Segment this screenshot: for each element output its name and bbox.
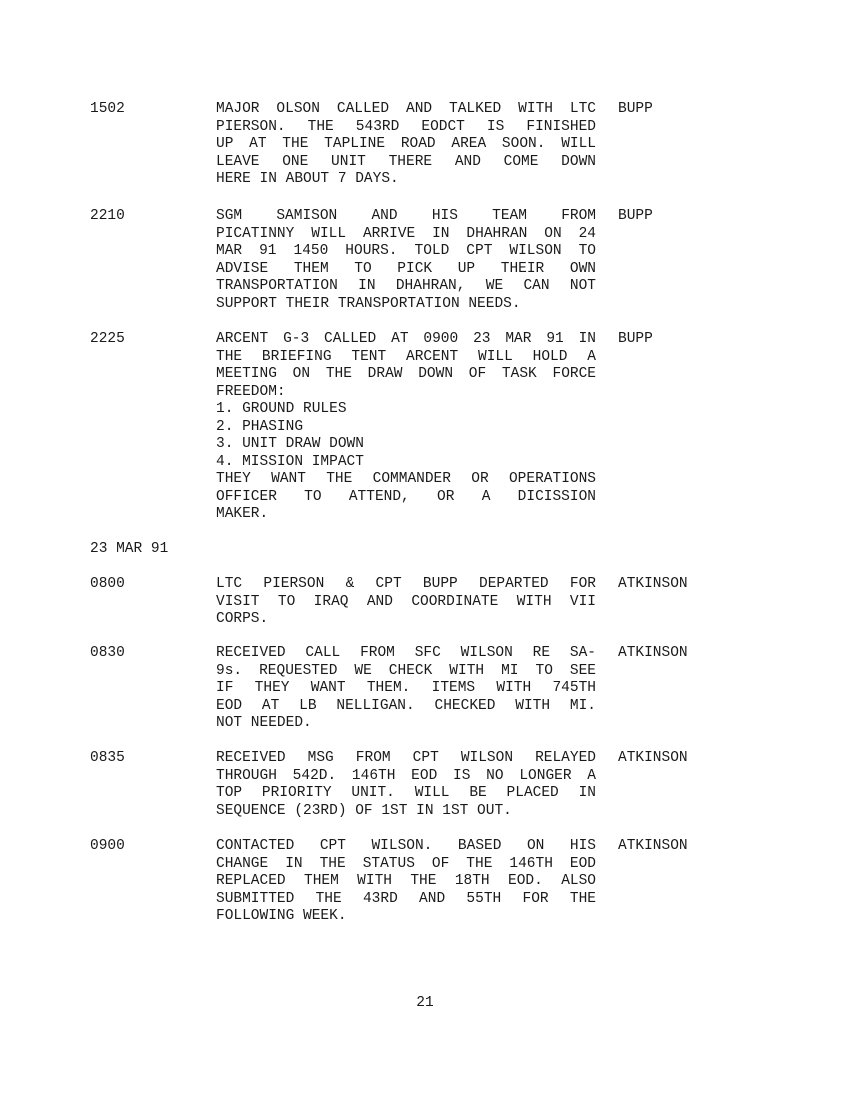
entry-line: SUBMITTED THE 43RD AND 55TH FOR THE bbox=[216, 890, 596, 907]
entry-line: OFFICER TO ATTEND, OR A DICISSION bbox=[216, 488, 596, 505]
entry-line: ADVISE THEM TO PICK UP THEIR OWN bbox=[216, 260, 596, 277]
entry-list-item: 1. GROUND RULES bbox=[216, 401, 347, 417]
date-heading: 23 MAR 91 bbox=[90, 541, 169, 557]
entry-line: SGM SAMISON AND HIS TEAM FROM bbox=[216, 208, 596, 224]
entry-line: 9s. REQUESTED WE CHECK WITH MI TO SEE bbox=[216, 662, 596, 679]
entry-line: FREEDOM: bbox=[216, 383, 286, 400]
entry-list-item: 4. MISSION IMPACT bbox=[216, 453, 364, 470]
entry-line: VISIT TO IRAQ AND COORDINATE WITH VII bbox=[216, 593, 596, 610]
page-number: 21 bbox=[416, 995, 434, 1011]
entry-text bbox=[216, 838, 596, 926]
entry-line: MAR 91 1450 HOURS. TOLD CPT WILSON TO bbox=[216, 243, 596, 259]
entry-line: THE BRIEFING TENT ARCENT WILL HOLD A bbox=[216, 348, 596, 365]
entry-line: SUPPORT THEIR TRANSPORTATION NEEDS. bbox=[216, 295, 521, 312]
entry-time: 1502 bbox=[90, 101, 125, 117]
entry-line: THROUGH 542D. 146TH EOD IS NO LONGER A bbox=[216, 767, 596, 784]
entry-text bbox=[216, 331, 596, 524]
entry-line: REPLACED THEM WITH THE 18TH EOD. ALSO bbox=[216, 873, 596, 889]
entry-line: MEETING ON THE DRAW DOWN OF TASK FORCE bbox=[216, 366, 596, 382]
entry-time: 0835 bbox=[90, 750, 125, 766]
entry-author: ATKINSON bbox=[618, 645, 688, 661]
entry-line: RECEIVED CALL FROM SFC WILSON RE SA- bbox=[216, 645, 596, 661]
entry-author: ATKINSON bbox=[618, 750, 688, 766]
entry-author: BUPP bbox=[618, 101, 653, 117]
entry-author: ATKINSON bbox=[618, 838, 688, 854]
entry-author: BUPP bbox=[618, 208, 653, 224]
entry-line: LEAVE ONE UNIT THERE AND COME DOWN bbox=[216, 153, 596, 170]
entry-time: 2225 bbox=[90, 331, 125, 347]
entry-text bbox=[216, 750, 596, 820]
entry-list-item: 3. UNIT DRAW DOWN bbox=[216, 436, 364, 452]
entry-time: 0900 bbox=[90, 838, 125, 854]
entry-time: 0830 bbox=[90, 645, 125, 661]
entry-line: THEY WANT THE COMMANDER OR OPERATIONS bbox=[216, 471, 596, 487]
entry-line: TRANSPORTATION IN DHAHRAN, WE CAN NOT bbox=[216, 278, 596, 294]
entry-text bbox=[216, 645, 596, 733]
entry-text bbox=[216, 576, 596, 629]
entry-line: CHANGE IN THE STATUS OF THE 146TH EOD bbox=[216, 855, 596, 872]
entry-line: HERE IN ABOUT 7 DAYS. bbox=[216, 171, 399, 187]
entry-time: 2210 bbox=[90, 208, 125, 224]
entry-author: BUPP bbox=[618, 331, 653, 347]
entry-line: ARCENT G-3 CALLED AT 0900 23 MAR 91 IN bbox=[216, 331, 596, 347]
entry-line: IF THEY WANT THEM. ITEMS WITH 745TH bbox=[216, 680, 596, 696]
entry-text bbox=[216, 208, 596, 313]
entry-line: CORPS. bbox=[216, 611, 269, 627]
entry-line: MAJOR OLSON CALLED AND TALKED WITH LTC bbox=[216, 101, 596, 117]
entry-time: 0800 bbox=[90, 576, 125, 592]
entry-line: RECEIVED MSG FROM CPT WILSON RELAYED bbox=[216, 750, 596, 766]
entry-line: NOT NEEDED. bbox=[216, 715, 312, 731]
entry-line: EOD AT LB NELLIGAN. CHECKED WITH MI. bbox=[216, 697, 596, 714]
entry-line: LTC PIERSON & CPT BUPP DEPARTED FOR bbox=[216, 576, 596, 592]
entry-text bbox=[216, 101, 596, 189]
entry-author: ATKINSON bbox=[618, 576, 688, 592]
entry-line: TOP PRIORITY UNIT. WILL BE PLACED IN bbox=[216, 785, 596, 801]
entry-line: MAKER. bbox=[216, 506, 269, 522]
entry-line: SEQUENCE (23RD) OF 1ST IN 1ST OUT. bbox=[216, 802, 512, 819]
entry-line: PICATINNY WILL ARRIVE IN DHAHRAN ON 24 bbox=[216, 225, 596, 242]
entry-line: UP AT THE TAPLINE ROAD AREA SOON. WILL bbox=[216, 136, 596, 152]
entry-line: PIERSON. THE 543RD EODCT IS FINISHED bbox=[216, 118, 596, 135]
entry-line: FOLLOWING WEEK. bbox=[216, 908, 347, 924]
entry-line: CONTACTED CPT WILSON. BASED ON HIS bbox=[216, 838, 596, 854]
entry-list-item: 2. PHASING bbox=[216, 418, 304, 435]
